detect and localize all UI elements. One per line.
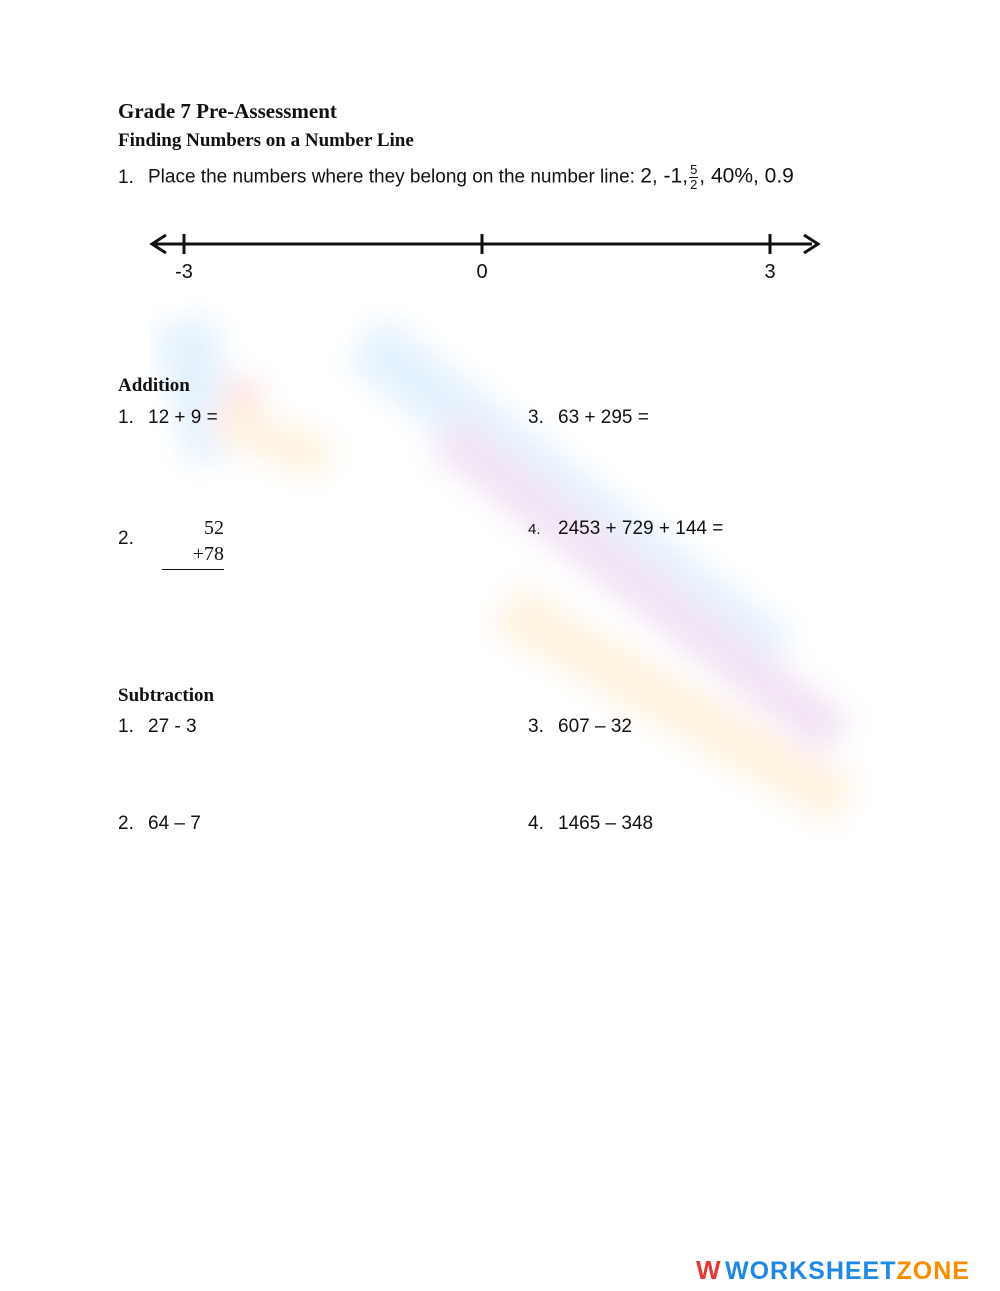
question-number: 1. — [118, 407, 134, 428]
question-number: 2. — [118, 528, 134, 549]
stacked-top-number: 52 — [204, 517, 224, 539]
logo-text-part1: WORKSHEET — [725, 1257, 897, 1285]
addition-heading: Addition — [118, 375, 190, 396]
subtraction-question-1 — [118, 716, 197, 738]
addition-question-2-stack — [162, 515, 224, 570]
tick-label: 0 — [476, 261, 488, 283]
subtraction-heading: Subtraction — [118, 685, 215, 706]
question-text: 27 - 3 — [148, 716, 197, 737]
subtraction-question-3 — [528, 716, 632, 738]
values-prefix: 2, -1, — [640, 164, 689, 188]
logo-text-part2: ZONE — [896, 1257, 970, 1285]
tick-label: 3 — [764, 261, 776, 283]
question-number: 2. — [118, 813, 134, 834]
fraction — [689, 163, 698, 192]
worksheetzone-logo — [696, 1255, 970, 1286]
question-number: 3. — [528, 716, 544, 737]
question-number: 1. — [118, 166, 134, 188]
number-line-question — [118, 163, 794, 192]
question-number: 3. — [528, 407, 544, 428]
fraction-numerator: 5 — [690, 162, 698, 177]
subtraction-question-2 — [118, 813, 201, 835]
addition-question-4 — [528, 518, 723, 540]
question-number: 4. — [528, 813, 544, 834]
question-text: 2453 + 729 + 144 = — [558, 518, 724, 539]
addition-question-3 — [528, 407, 649, 429]
question-text: 12 + 9 = — [148, 407, 218, 428]
question-text: 63 + 295 = — [558, 407, 649, 428]
fraction-denominator: 2 — [690, 177, 698, 192]
watermark-graphic — [150, 300, 930, 960]
values-suffix: , 40%, 0.9 — [699, 164, 794, 188]
page-subtitle: Finding Numbers on a Number Line — [118, 130, 414, 151]
question-text: 607 – 32 — [558, 716, 632, 737]
question-number: 1. — [118, 716, 134, 737]
number-line — [140, 225, 840, 290]
logo-mark-icon: W — [696, 1255, 721, 1285]
question-text: 64 – 7 — [148, 813, 201, 834]
question-text: 1465 – 348 — [558, 813, 654, 834]
addition-question-1 — [118, 407, 218, 429]
page-title: Grade 7 Pre-Assessment — [118, 99, 337, 123]
question-number: 4. — [528, 521, 541, 538]
subtraction-question-4 — [528, 813, 653, 835]
tick-label: -3 — [175, 261, 193, 283]
question-text: Place the numbers where they belong on the number line: — [148, 166, 635, 188]
stacked-bottom-number: +78 — [162, 541, 224, 570]
